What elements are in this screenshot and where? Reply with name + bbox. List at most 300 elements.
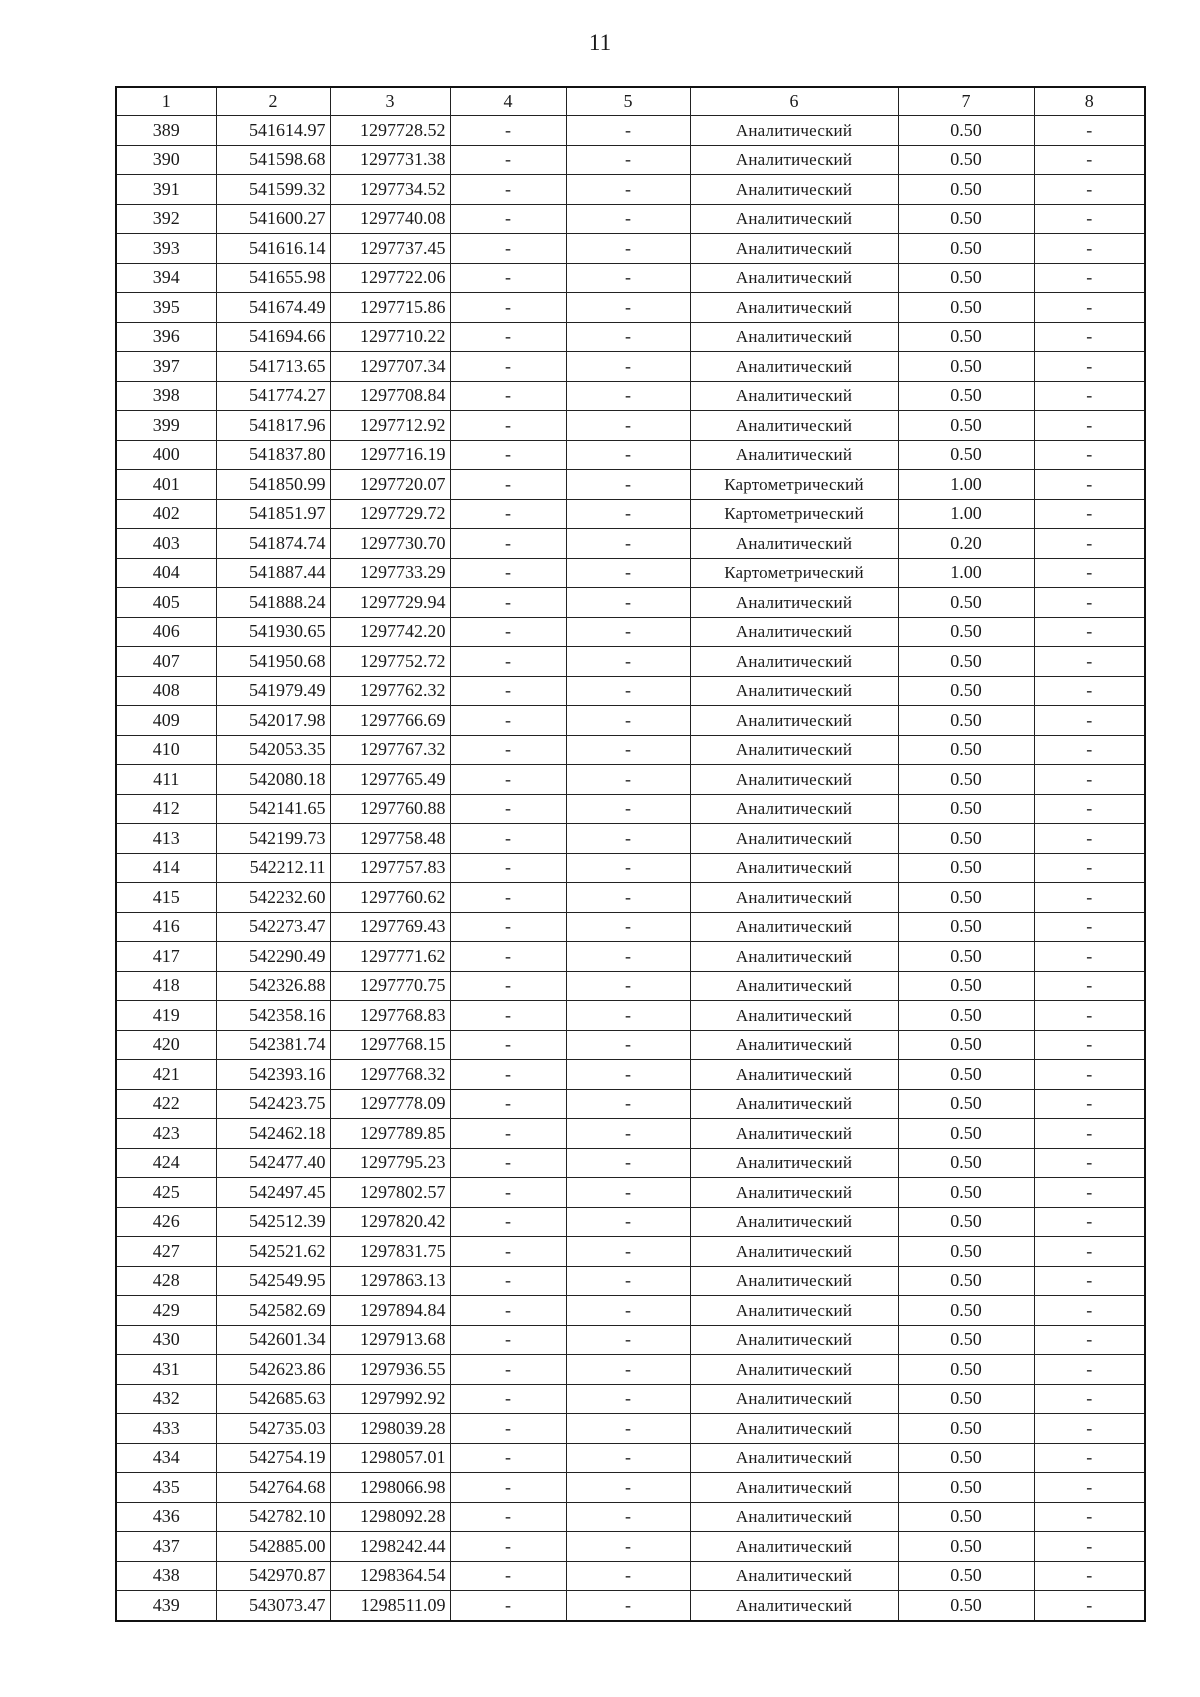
table-row (116, 1030, 1145, 1060)
cell-point-number: 397 (116, 352, 216, 382)
table-row (116, 1443, 1145, 1473)
cell-coord-x: 541694.66 (216, 322, 330, 352)
cell-point-number: 408 (116, 676, 216, 706)
cell-point-number: 391 (116, 175, 216, 205)
cell-accuracy: 0.50 (898, 676, 1034, 706)
table-row (116, 381, 1145, 411)
cell-col5: - (566, 912, 690, 942)
cell-method: Аналитический (690, 175, 898, 205)
cell-point-number: 403 (116, 529, 216, 559)
cell-coord-x: 541851.97 (216, 499, 330, 529)
column-header-3: 3 (330, 87, 450, 116)
cell-method: Картометрический (690, 470, 898, 500)
cell-col8: - (1034, 1384, 1145, 1414)
cell-accuracy: 0.50 (898, 440, 1034, 470)
cell-col4: - (450, 1030, 566, 1060)
cell-coord-x: 542199.73 (216, 824, 330, 854)
cell-accuracy: 0.50 (898, 912, 1034, 942)
cell-coord-x: 543073.47 (216, 1591, 330, 1621)
cell-col4: - (450, 411, 566, 441)
table-row (116, 1502, 1145, 1532)
cell-point-number: 414 (116, 853, 216, 883)
cell-coord-x: 541888.24 (216, 588, 330, 618)
cell-point-number: 399 (116, 411, 216, 441)
cell-col4: - (450, 1355, 566, 1385)
cell-method: Аналитический (690, 293, 898, 323)
cell-col5: - (566, 175, 690, 205)
cell-col8: - (1034, 1237, 1145, 1267)
cell-coord-y: 1297707.34 (330, 352, 450, 382)
cell-coord-x: 542885.00 (216, 1532, 330, 1562)
cell-point-number: 428 (116, 1266, 216, 1296)
cell-col4: - (450, 706, 566, 736)
cell-coord-y: 1297715.86 (330, 293, 450, 323)
cell-coord-y: 1297768.83 (330, 1001, 450, 1031)
cell-method: Аналитический (690, 145, 898, 175)
cell-col4: - (450, 942, 566, 972)
cell-col8: - (1034, 971, 1145, 1001)
cell-coord-y: 1297768.15 (330, 1030, 450, 1060)
cell-point-number: 422 (116, 1089, 216, 1119)
cell-coord-x: 541614.97 (216, 116, 330, 146)
cell-col4: - (450, 322, 566, 352)
cell-coord-x: 541837.80 (216, 440, 330, 470)
cell-accuracy: 0.50 (898, 1001, 1034, 1031)
cell-col4: - (450, 1178, 566, 1208)
cell-coord-y: 1297765.49 (330, 765, 450, 795)
cell-col5: - (566, 1443, 690, 1473)
cell-coord-y: 1297734.52 (330, 175, 450, 205)
cell-method: Аналитический (690, 853, 898, 883)
cell-method: Аналитический (690, 1178, 898, 1208)
cell-accuracy: 0.50 (898, 647, 1034, 677)
cell-coord-x: 541674.49 (216, 293, 330, 323)
cell-col4: - (450, 234, 566, 264)
cell-col4: - (450, 735, 566, 765)
cell-col8: - (1034, 588, 1145, 618)
column-header-5: 5 (566, 87, 690, 116)
cell-point-number: 415 (116, 883, 216, 913)
cell-coord-y: 1297820.42 (330, 1207, 450, 1237)
cell-col5: - (566, 1089, 690, 1119)
cell-accuracy: 0.50 (898, 942, 1034, 972)
cell-point-number: 424 (116, 1148, 216, 1178)
cell-coord-x: 542764.68 (216, 1473, 330, 1503)
cell-accuracy: 0.50 (898, 1030, 1034, 1060)
cell-col4: - (450, 558, 566, 588)
cell-col5: - (566, 1384, 690, 1414)
cell-method: Аналитический (690, 706, 898, 736)
table-row (116, 853, 1145, 883)
cell-coord-x: 542053.35 (216, 735, 330, 765)
cell-col4: - (450, 1473, 566, 1503)
cell-col5: - (566, 1296, 690, 1326)
cell-point-number: 439 (116, 1591, 216, 1621)
table-row (116, 1355, 1145, 1385)
cell-coord-y: 1298057.01 (330, 1443, 450, 1473)
cell-coord-y: 1297708.84 (330, 381, 450, 411)
cell-point-number: 430 (116, 1325, 216, 1355)
cell-col4: - (450, 116, 566, 146)
cell-coord-x: 542782.10 (216, 1502, 330, 1532)
cell-coord-x: 541598.68 (216, 145, 330, 175)
cell-method: Аналитический (690, 1001, 898, 1031)
cell-coord-y: 1297768.32 (330, 1060, 450, 1090)
cell-coord-x: 541817.96 (216, 411, 330, 441)
cell-coord-y: 1297778.09 (330, 1089, 450, 1119)
cell-method: Аналитический (690, 735, 898, 765)
table-row (116, 735, 1145, 765)
cell-col8: - (1034, 1532, 1145, 1562)
cell-accuracy: 0.50 (898, 853, 1034, 883)
cell-coord-x: 542970.87 (216, 1561, 330, 1591)
cell-method: Аналитический (690, 1030, 898, 1060)
cell-col8: - (1034, 1355, 1145, 1385)
cell-coord-y: 1297894.84 (330, 1296, 450, 1326)
cell-method: Аналитический (690, 1532, 898, 1562)
cell-coord-x: 542462.18 (216, 1119, 330, 1149)
cell-col5: - (566, 293, 690, 323)
cell-col8: - (1034, 735, 1145, 765)
cell-col5: - (566, 263, 690, 293)
cell-col4: - (450, 1384, 566, 1414)
cell-coord-y: 1297771.62 (330, 942, 450, 972)
cell-coord-y: 1297730.70 (330, 529, 450, 559)
cell-coord-y: 1297760.88 (330, 794, 450, 824)
column-header-7: 7 (898, 87, 1034, 116)
cell-col8: - (1034, 824, 1145, 854)
cell-col5: - (566, 1178, 690, 1208)
cell-point-number: 435 (116, 1473, 216, 1503)
cell-accuracy: 0.50 (898, 322, 1034, 352)
cell-method: Аналитический (690, 1502, 898, 1532)
cell-point-number: 431 (116, 1355, 216, 1385)
cell-coord-y: 1297733.29 (330, 558, 450, 588)
cell-point-number: 438 (116, 1561, 216, 1591)
table-row (116, 1325, 1145, 1355)
cell-coord-x: 542326.88 (216, 971, 330, 1001)
cell-col8: - (1034, 381, 1145, 411)
cell-col8: - (1034, 558, 1145, 588)
cell-col5: - (566, 706, 690, 736)
cell-accuracy: 0.50 (898, 1296, 1034, 1326)
cell-method: Аналитический (690, 1591, 898, 1621)
cell-col4: - (450, 175, 566, 205)
cell-coord-x: 542423.75 (216, 1089, 330, 1119)
cell-method: Аналитический (690, 1443, 898, 1473)
cell-accuracy: 0.50 (898, 706, 1034, 736)
cell-col5: - (566, 1266, 690, 1296)
cell-coord-x: 541655.98 (216, 263, 330, 293)
cell-col5: - (566, 204, 690, 234)
table-row (116, 1237, 1145, 1267)
cell-accuracy: 0.50 (898, 1060, 1034, 1090)
cell-point-number: 437 (116, 1532, 216, 1562)
cell-coord-y: 1298511.09 (330, 1591, 450, 1621)
cell-col8: - (1034, 145, 1145, 175)
cell-col8: - (1034, 912, 1145, 942)
cell-coord-y: 1297731.38 (330, 145, 450, 175)
cell-accuracy: 0.50 (898, 794, 1034, 824)
cell-col4: - (450, 440, 566, 470)
cell-col4: - (450, 765, 566, 795)
cell-coord-y: 1298039.28 (330, 1414, 450, 1444)
cell-col5: - (566, 1355, 690, 1385)
cell-method: Аналитический (690, 1060, 898, 1090)
cell-coord-x: 542477.40 (216, 1148, 330, 1178)
cell-point-number: 433 (116, 1414, 216, 1444)
cell-point-number: 389 (116, 116, 216, 146)
cell-point-number: 390 (116, 145, 216, 175)
table-row (116, 470, 1145, 500)
cell-col4: - (450, 883, 566, 913)
cell-col8: - (1034, 706, 1145, 736)
cell-col4: - (450, 1502, 566, 1532)
table-row (116, 293, 1145, 323)
cell-point-number: 420 (116, 1030, 216, 1060)
cell-col4: - (450, 1148, 566, 1178)
table-row (116, 942, 1145, 972)
cell-point-number: 394 (116, 263, 216, 293)
cell-coord-x: 541774.27 (216, 381, 330, 411)
cell-coord-x: 541930.65 (216, 617, 330, 647)
cell-col4: - (450, 617, 566, 647)
cell-col5: - (566, 971, 690, 1001)
table-row (116, 1089, 1145, 1119)
cell-col8: - (1034, 1591, 1145, 1621)
cell-coord-y: 1297831.75 (330, 1237, 450, 1267)
cell-col8: - (1034, 1325, 1145, 1355)
cell-col4: - (450, 1414, 566, 1444)
cell-coord-x: 542549.95 (216, 1266, 330, 1296)
cell-coord-y: 1297767.32 (330, 735, 450, 765)
column-header-8: 8 (1034, 87, 1145, 116)
cell-col4: - (450, 971, 566, 1001)
cell-col5: - (566, 1030, 690, 1060)
cell-col4: - (450, 1060, 566, 1090)
cell-col4: - (450, 1296, 566, 1326)
cell-coord-x: 542582.69 (216, 1296, 330, 1326)
cell-col5: - (566, 1414, 690, 1444)
cell-point-number: 410 (116, 735, 216, 765)
cell-col5: - (566, 1561, 690, 1591)
cell-col5: - (566, 588, 690, 618)
cell-accuracy: 0.50 (898, 1237, 1034, 1267)
cell-point-number: 406 (116, 617, 216, 647)
cell-accuracy: 0.50 (898, 1384, 1034, 1414)
cell-accuracy: 0.50 (898, 735, 1034, 765)
table-row (116, 499, 1145, 529)
cell-col4: - (450, 853, 566, 883)
cell-col8: - (1034, 1089, 1145, 1119)
cell-col5: - (566, 617, 690, 647)
cell-col5: - (566, 1148, 690, 1178)
cell-col4: - (450, 1237, 566, 1267)
cell-col4: - (450, 145, 566, 175)
cell-point-number: 404 (116, 558, 216, 588)
cell-method: Аналитический (690, 1296, 898, 1326)
cell-col4: - (450, 794, 566, 824)
cell-accuracy: 0.50 (898, 1561, 1034, 1591)
cell-col4: - (450, 1266, 566, 1296)
cell-coord-x: 542754.19 (216, 1443, 330, 1473)
cell-accuracy: 0.50 (898, 204, 1034, 234)
cell-coord-x: 541599.32 (216, 175, 330, 205)
table-row (116, 175, 1145, 205)
cell-point-number: 392 (116, 204, 216, 234)
cell-col5: - (566, 1119, 690, 1149)
cell-col5: - (566, 1591, 690, 1621)
cell-method: Аналитический (690, 824, 898, 854)
cell-accuracy: 0.50 (898, 263, 1034, 293)
cell-col8: - (1034, 175, 1145, 205)
cell-point-number: 400 (116, 440, 216, 470)
cell-method: Аналитический (690, 1207, 898, 1237)
cell-coord-x: 542601.34 (216, 1325, 330, 1355)
cell-point-number: 421 (116, 1060, 216, 1090)
cell-col8: - (1034, 411, 1145, 441)
cell-point-number: 436 (116, 1502, 216, 1532)
cell-coord-x: 542623.86 (216, 1355, 330, 1385)
cell-method: Аналитический (690, 116, 898, 146)
cell-coord-y: 1297863.13 (330, 1266, 450, 1296)
table-row (116, 617, 1145, 647)
page-number: 11 (588, 30, 612, 55)
cell-method: Аналитический (690, 1325, 898, 1355)
cell-method: Аналитический (690, 912, 898, 942)
cell-accuracy: 0.50 (898, 1355, 1034, 1385)
cell-col5: - (566, 883, 690, 913)
cell-col8: - (1034, 529, 1145, 559)
cell-col8: - (1034, 676, 1145, 706)
cell-col5: - (566, 116, 690, 146)
cell-col8: - (1034, 1148, 1145, 1178)
cell-col5: - (566, 824, 690, 854)
cell-col8: - (1034, 499, 1145, 529)
cell-point-number: 418 (116, 971, 216, 1001)
cell-coord-x: 542358.16 (216, 1001, 330, 1031)
table-row (116, 1060, 1145, 1090)
cell-col5: - (566, 1001, 690, 1031)
cell-coord-y: 1297752.72 (330, 647, 450, 677)
coordinates-table (115, 86, 1146, 1622)
table-row (116, 322, 1145, 352)
cell-col4: - (450, 824, 566, 854)
cell-method: Аналитический (690, 234, 898, 264)
cell-coord-x: 542381.74 (216, 1030, 330, 1060)
cell-col4: - (450, 1207, 566, 1237)
cell-point-number: 416 (116, 912, 216, 942)
cell-method: Аналитический (690, 617, 898, 647)
cell-col4: - (450, 263, 566, 293)
cell-col8: - (1034, 1207, 1145, 1237)
cell-point-number: 409 (116, 706, 216, 736)
cell-method: Аналитический (690, 352, 898, 382)
cell-point-number: 417 (116, 942, 216, 972)
cell-col5: - (566, 1532, 690, 1562)
table-row (116, 1207, 1145, 1237)
cell-coord-x: 542393.16 (216, 1060, 330, 1090)
cell-point-number: 425 (116, 1178, 216, 1208)
cell-col8: - (1034, 1030, 1145, 1060)
table-body (116, 116, 1145, 1621)
cell-col5: - (566, 411, 690, 441)
cell-col5: - (566, 352, 690, 382)
cell-point-number: 413 (116, 824, 216, 854)
cell-coord-y: 1297729.72 (330, 499, 450, 529)
table-row (116, 676, 1145, 706)
column-header-2: 2 (216, 87, 330, 116)
cell-coord-y: 1297757.83 (330, 853, 450, 883)
cell-col8: - (1034, 352, 1145, 382)
cell-col4: - (450, 1591, 566, 1621)
cell-accuracy: 0.50 (898, 1473, 1034, 1503)
cell-accuracy: 1.00 (898, 470, 1034, 500)
table-row (116, 883, 1145, 913)
column-header-4: 4 (450, 87, 566, 116)
cell-method: Аналитический (690, 765, 898, 795)
cell-point-number: 407 (116, 647, 216, 677)
cell-accuracy: 1.00 (898, 499, 1034, 529)
cell-point-number: 395 (116, 293, 216, 323)
cell-point-number: 398 (116, 381, 216, 411)
cell-method: Аналитический (690, 794, 898, 824)
cell-col8: - (1034, 1266, 1145, 1296)
cell-col4: - (450, 470, 566, 500)
cell-coord-y: 1297742.20 (330, 617, 450, 647)
cell-point-number: 419 (116, 1001, 216, 1031)
cell-col4: - (450, 1089, 566, 1119)
cell-accuracy: 0.50 (898, 116, 1034, 146)
cell-col5: - (566, 1502, 690, 1532)
cell-point-number: 427 (116, 1237, 216, 1267)
cell-method: Аналитический (690, 529, 898, 559)
cell-accuracy: 0.50 (898, 617, 1034, 647)
cell-coord-x: 542512.39 (216, 1207, 330, 1237)
table-row (116, 1591, 1145, 1621)
table-row (116, 1532, 1145, 1562)
table-row (116, 263, 1145, 293)
cell-coord-x: 542735.03 (216, 1414, 330, 1444)
cell-col8: - (1034, 470, 1145, 500)
cell-method: Аналитический (690, 263, 898, 293)
table-row (116, 558, 1145, 588)
cell-col5: - (566, 234, 690, 264)
cell-method: Аналитический (690, 1119, 898, 1149)
cell-coord-x: 541616.14 (216, 234, 330, 264)
cell-accuracy: 0.50 (898, 381, 1034, 411)
cell-coord-x: 542141.65 (216, 794, 330, 824)
cell-col5: - (566, 853, 690, 883)
cell-coord-x: 541874.74 (216, 529, 330, 559)
cell-accuracy: 0.50 (898, 824, 1034, 854)
cell-accuracy: 0.50 (898, 1178, 1034, 1208)
cell-method: Аналитический (690, 1384, 898, 1414)
table-row (116, 794, 1145, 824)
cell-col5: - (566, 440, 690, 470)
cell-coord-x: 542497.45 (216, 1178, 330, 1208)
cell-col5: - (566, 470, 690, 500)
table-row (116, 824, 1145, 854)
cell-coord-x: 542212.11 (216, 853, 330, 883)
cell-col4: - (450, 1561, 566, 1591)
cell-method: Аналитический (690, 1237, 898, 1267)
cell-coord-y: 1297762.32 (330, 676, 450, 706)
cell-accuracy: 0.50 (898, 1148, 1034, 1178)
cell-col4: - (450, 204, 566, 234)
cell-coord-x: 541950.68 (216, 647, 330, 677)
table-row (116, 440, 1145, 470)
